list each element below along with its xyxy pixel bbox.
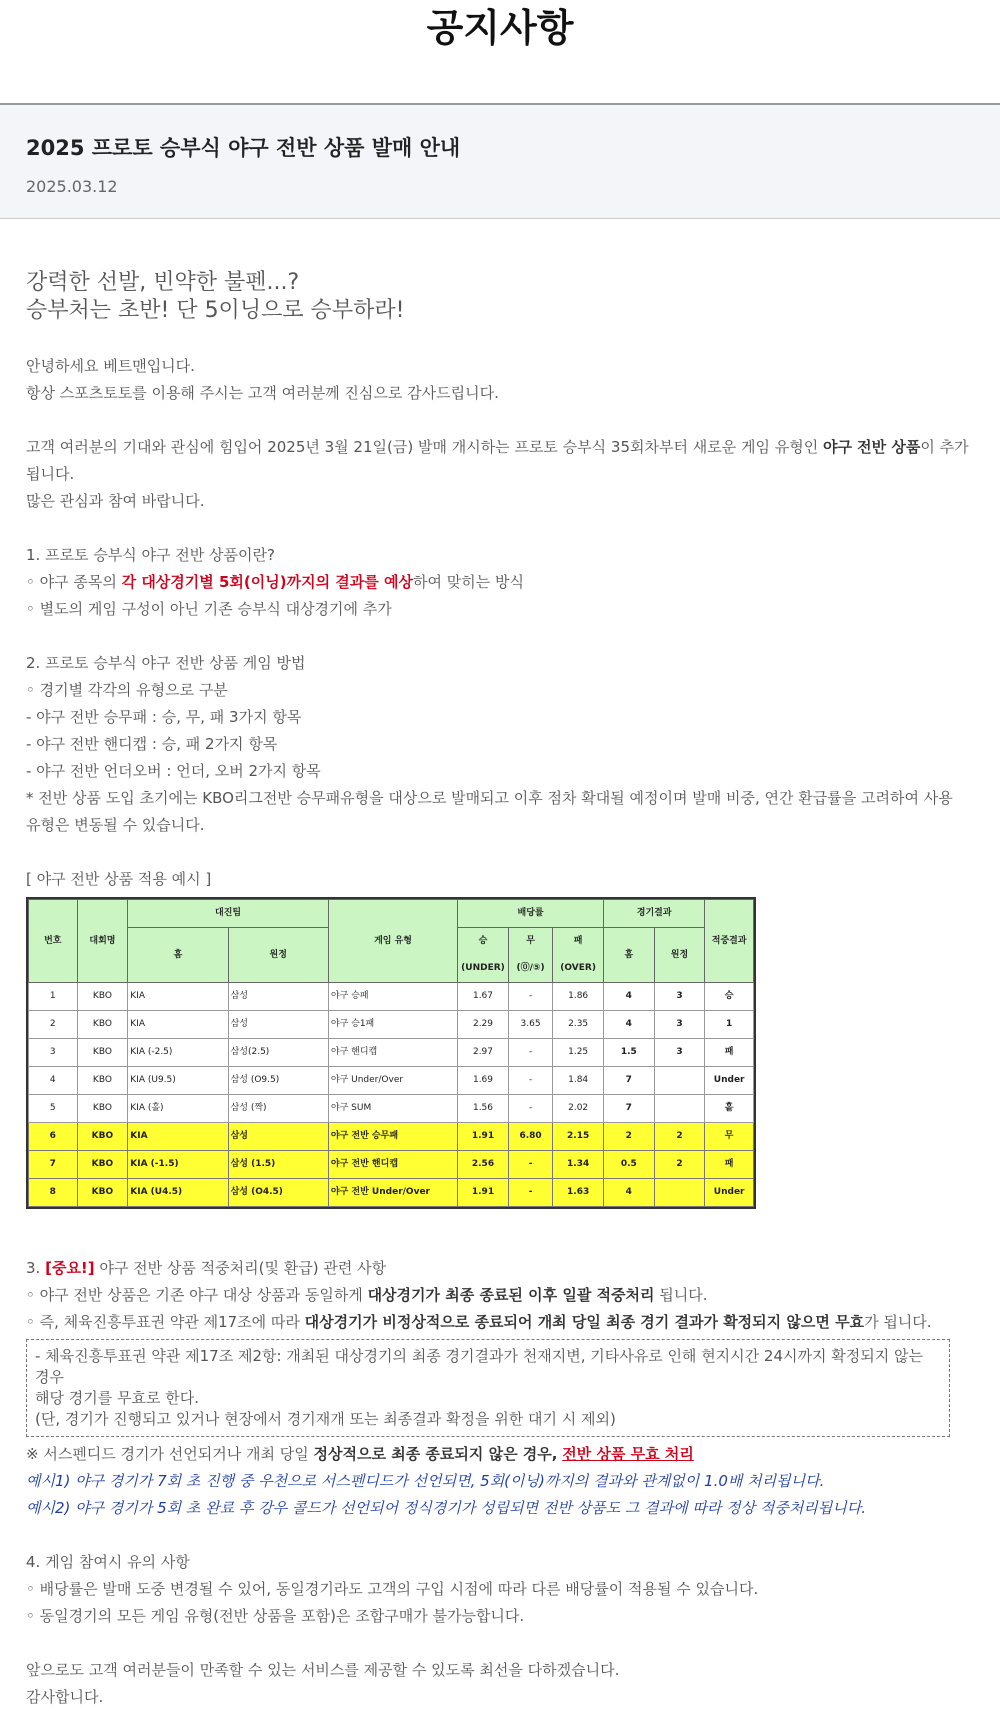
section-text: 3. (26, 1259, 46, 1277)
cell-type: 야구 전반 승무패 (328, 1123, 457, 1151)
cell-w: 2.29 (458, 1011, 509, 1039)
highlight-text: 대상경기가 최종 종료된 이후 일괄 적중처리 (367, 1286, 655, 1304)
cell-l: 1.25 (553, 1039, 604, 1067)
cell-w: 1.91 (458, 1123, 509, 1151)
intro-line: 많은 관심과 참여 바랍니다. (26, 492, 205, 510)
cell-hit: 패 (705, 1039, 754, 1067)
cell-rh: 1.5 (603, 1039, 654, 1067)
cell-league: KBO (77, 1011, 128, 1039)
cell-type: 야구 SUM (328, 1095, 457, 1123)
intro-line (26, 434, 974, 461)
cell-away: 삼성 (228, 1123, 328, 1151)
cell-no: 2 (29, 1011, 78, 1039)
cell-home: KIA (128, 1123, 228, 1151)
table-caption: [ 야구 전반 상품 적용 예시 ] (26, 870, 212, 888)
cell-d: - (508, 1179, 552, 1207)
cell-league: KBO (77, 1067, 128, 1095)
cell-rh: 0.5 (603, 1151, 654, 1179)
notice-header (0, 103, 1000, 219)
cell-home: KIA (128, 983, 228, 1011)
cell-no: 8 (29, 1179, 78, 1207)
cell-league: KBO (77, 1123, 128, 1151)
section-1-title: 1. 프로토 승부식 야구 전반 상품이란? (26, 546, 275, 564)
highlight-text: 대상경기가 비정상적으로 종료되어 개최 당일 최종 경기 결과가 확정되지 않으면 무효 (304, 1313, 865, 1331)
highlight-text: 각 대상경기별 5회(이닝)까지의 결과를 예상 (121, 573, 413, 591)
section-3-title (26, 1255, 974, 1282)
cell-l: 1.34 (553, 1151, 604, 1179)
cell-rh: 7 (603, 1067, 654, 1095)
notice-title: 2025 프로토 승부식 야구 전반 상품 발매 안내 (26, 136, 461, 160)
cell-ra (654, 1179, 705, 1207)
section-text: 야구 전반 상품 적중처리(및 환급) 관련 사항 (94, 1259, 387, 1277)
section-4-line: ◦ 동일경기의 모든 게임 유형(전반 상품을 포함)은 조합구매가 불가능합니다. (26, 1607, 525, 1625)
cell-no: 1 (29, 983, 78, 1011)
cell-league: KBO (77, 1095, 128, 1123)
page-title: 공지사항 (426, 6, 574, 50)
cell-w: 2.97 (458, 1039, 509, 1067)
cell-d: 6.80 (508, 1123, 552, 1151)
table-row (29, 1151, 754, 1179)
cell-rh: 4 (603, 983, 654, 1011)
th-draw (508, 928, 552, 983)
intro-line: 됩니다. (26, 465, 75, 483)
cell-l: 2.15 (553, 1123, 604, 1151)
th-result-home: 홈 (603, 928, 654, 983)
section-text: ※ 서스펜디드 경기가 선언되거나 개최 당일 (26, 1445, 314, 1463)
section-2-title: 2. 프로토 승부식 야구 전반 상품 게임 방법 (26, 654, 306, 672)
section-text: ◦ 야구 전반 상품은 기존 야구 대상 상품과 동일하게 (26, 1286, 368, 1304)
cell-away: 삼성 (O9.5) (228, 1067, 328, 1095)
cell-l: 1.63 (553, 1179, 604, 1207)
cell-hit: Under (705, 1067, 754, 1095)
section-2-line: ◦ 경기별 각각의 유형으로 구분 (26, 681, 228, 699)
cell-hit: 승 (705, 983, 754, 1011)
cell-type: 야구 Under/Over (328, 1067, 457, 1095)
cell-d: - (508, 1095, 552, 1123)
cell-rh: 2 (603, 1123, 654, 1151)
cell-away: 삼성 (O4.5) (228, 1179, 328, 1207)
th-home: 홈 (128, 928, 228, 983)
cell-ra: 3 (654, 1039, 705, 1067)
cell-ra: 2 (654, 1151, 705, 1179)
cell-ra (654, 1095, 705, 1123)
cell-home: KIA (128, 1011, 228, 1039)
cell-l: 2.35 (553, 1011, 604, 1039)
section-text: ◦ 야구 종목의 (26, 573, 122, 591)
terms-line: (단, 경기가 진행되고 있거나 현장에서 경기재개 또는 최종결과 확정을 위한 대기 시 제외) (35, 1410, 616, 1428)
lead-line-2: 승부처는 초반! 단 5이닝으로 승부하라! (26, 298, 405, 323)
cell-w: 1.56 (458, 1095, 509, 1123)
cell-rh: 4 (603, 1179, 654, 1207)
section-2-line: * 전반 상품 도입 초기에는 KBO리그전반 승무패유형을 대상으로 발매되고 이후 점차 확대될 예정이며 발매 비중, 연간 환급률을 고려하여 사용 (26, 789, 953, 807)
cell-d: - (508, 1151, 552, 1179)
cell-hit: 무 (705, 1123, 754, 1151)
cell-hit: 1 (705, 1011, 754, 1039)
section-2-line: 유형은 변동될 수 있습니다. (26, 816, 205, 834)
th-result: 경기결과 (603, 900, 704, 928)
cell-away: 삼성 (228, 1011, 328, 1039)
table-row (29, 1067, 754, 1095)
cell-ra: 3 (654, 983, 705, 1011)
cell-away: 삼성 (228, 983, 328, 1011)
cell-hit: Under (705, 1179, 754, 1207)
section-4-title: 4. 게임 참여시 유의 사항 (26, 1553, 190, 1571)
cell-home: KIA (U4.5) (128, 1179, 228, 1207)
section-3-line (26, 1309, 974, 1336)
closing-line: 감사합니다. (26, 1688, 104, 1706)
th-no: 번호 (29, 900, 78, 983)
example-table (26, 897, 756, 1209)
th-under-label: (UNDER) (461, 963, 505, 973)
table-row (29, 983, 754, 1011)
th-win (458, 928, 509, 983)
cell-no: 3 (29, 1039, 78, 1067)
th-teams: 대진팀 (128, 900, 329, 928)
intro-line: 항상 스포츠토토를 이용해 주시는 고객 여러분께 진심으로 감사드립니다. (26, 384, 499, 402)
cell-home: KIA (U9.5) (128, 1067, 228, 1095)
lead-text (26, 269, 974, 325)
cell-league: KBO (77, 1151, 128, 1179)
cell-ra: 3 (654, 1011, 705, 1039)
cell-no: 7 (29, 1151, 78, 1179)
th-type: 게임 유형 (328, 900, 457, 983)
cell-l: 2.02 (553, 1095, 604, 1123)
cell-d: - (508, 983, 552, 1011)
section-text: ◦ 즉, 체육진흥투표권 약관 제17조에 따라 (26, 1313, 305, 1331)
cell-rh: 4 (603, 1011, 654, 1039)
cell-ra: 2 (654, 1123, 705, 1151)
th-draw-label: 무 (526, 936, 535, 946)
intro-text: 이 추가 (920, 438, 969, 456)
section-2-line: - 야구 전반 언더오버 : 언더, 오버 2가지 항목 (26, 762, 321, 780)
cell-w: 1.69 (458, 1067, 509, 1095)
table-row (29, 1011, 754, 1039)
cell-home: KIA (홀) (128, 1095, 228, 1123)
cell-w: 2.56 (458, 1151, 509, 1179)
cell-league: KBO (77, 1179, 128, 1207)
section-2-line: - 야구 전반 핸디캡 : 승, 패 2가지 항목 (26, 735, 278, 753)
th-over-label: (OVER) (560, 963, 596, 973)
cell-away: 삼성(2.5) (228, 1039, 328, 1067)
highlight-text: 정상적으로 최종 종료되지 않은 경우, (313, 1445, 558, 1463)
section-1-line: ◦ 별도의 게임 구성이 아닌 기존 승부식 대상경기에 추가 (26, 600, 392, 618)
intro-text: 고객 여러분의 기대와 관심에 힘입어 2025년 3월 21일(금) 발매 개시하는 프로토 승부식 35회차부터 새로운 게임 유형인 (26, 438, 823, 456)
section-3-line (26, 1282, 974, 1309)
cell-w: 1.67 (458, 983, 509, 1011)
cell-type: 야구 전반 Under/Over (328, 1179, 457, 1207)
th-odds: 배당률 (458, 900, 604, 928)
section-text: 됩니다. (654, 1286, 708, 1304)
cell-away: 삼성 (짝) (228, 1095, 328, 1123)
cell-no: 6 (29, 1123, 78, 1151)
cell-l: 1.84 (553, 1067, 604, 1095)
cell-rh: 7 (603, 1095, 654, 1123)
th-hit: 적중결과 (705, 900, 754, 983)
cell-d: - (508, 1067, 552, 1095)
notice-date: 2025.03.12 (26, 177, 118, 196)
highlight-text: 야구 전반 상품 (822, 438, 921, 456)
cell-no: 5 (29, 1095, 78, 1123)
lead-line-1: 강력한 선발, 빈약한 불펜...? (26, 270, 300, 295)
cell-hit: 홀 (705, 1095, 754, 1123)
cell-d: 3.65 (508, 1011, 552, 1039)
cell-ra (654, 1067, 705, 1095)
important-badge: [중요!] (45, 1259, 95, 1277)
table-row (29, 1095, 754, 1123)
invalid-highlight: 전반 상품 무효 처리 (562, 1445, 694, 1463)
closing-line: 앞으로도 고객 여러분들이 만족할 수 있는 서비스를 제공할 수 있도록 최선을 다하겠습니다. (26, 1661, 620, 1679)
terms-line: - 체육진흥투표권 약관 제17조 제2항: 개최된 대상경기의 최종 경기결과가 천재지변, 기타사유로 인해 현지시간 24시까지 확정되지 않는 경우 (35, 1347, 923, 1386)
th-away: 원정 (228, 928, 328, 983)
cell-league: KBO (77, 1039, 128, 1067)
example-2: 예시2) 야구 경기가 5회 초 완료 후 강우 콜드가 선언되어 정식경기가 성립되면 전반 상품도 그 결과에 따라 정상 적중처리됩니다. (26, 1499, 867, 1517)
th-win-label: 승 (478, 936, 488, 946)
cell-type: 야구 승패 (328, 983, 457, 1011)
th-result-away: 원정 (654, 928, 705, 983)
section-1-line (26, 569, 974, 596)
section-4-line: ◦ 배당률은 발매 도중 변경될 수 있어, 동일경기라도 고객의 구입 시점에 따라 다른 배당률이 적용될 수 있습니다. (26, 1580, 759, 1598)
cell-home: KIA (-2.5) (128, 1039, 228, 1067)
intro-line: 안녕하세요 베트맨입니다. (26, 357, 195, 375)
th-league: 대회명 (77, 900, 128, 983)
example-1: 예시1) 야구 경기가 7회 초 진행 중 우천으로 서스펜디드가 선언되면, 5회(이닝)까지의 결과와 관계없이 1.0배 처리됩니다. (26, 1472, 825, 1490)
th-draw-sub-label: (⓪/⑤) (516, 963, 545, 973)
table-row (29, 1123, 754, 1151)
cell-type: 야구 전반 핸디캡 (328, 1151, 457, 1179)
section-text: 하여 맞히는 방식 (412, 573, 524, 591)
cell-type: 야구 승1패 (328, 1011, 457, 1039)
cell-l: 1.86 (553, 983, 604, 1011)
terms-box (26, 1339, 950, 1437)
th-lose (553, 928, 604, 983)
section-2-line: - 야구 전반 승무패 : 승, 무, 패 3가지 항목 (26, 708, 302, 726)
section-text: 가 됩니다. (864, 1313, 932, 1331)
cell-league: KBO (77, 983, 128, 1011)
table-row (29, 1179, 754, 1207)
cell-type: 야구 핸디캡 (328, 1039, 457, 1067)
suspended-note (26, 1441, 974, 1468)
terms-line: 해당 경기를 무효로 한다. (35, 1389, 199, 1407)
th-lose-label: 패 (573, 936, 583, 946)
cell-away: 삼성 (1.5) (228, 1151, 328, 1179)
cell-w: 1.91 (458, 1179, 509, 1207)
cell-d: - (508, 1039, 552, 1067)
cell-home: KIA (-1.5) (128, 1151, 228, 1179)
notice-body (0, 219, 1000, 1711)
cell-hit: 패 (705, 1151, 754, 1179)
cell-no: 4 (29, 1067, 78, 1095)
table-row (29, 1039, 754, 1067)
